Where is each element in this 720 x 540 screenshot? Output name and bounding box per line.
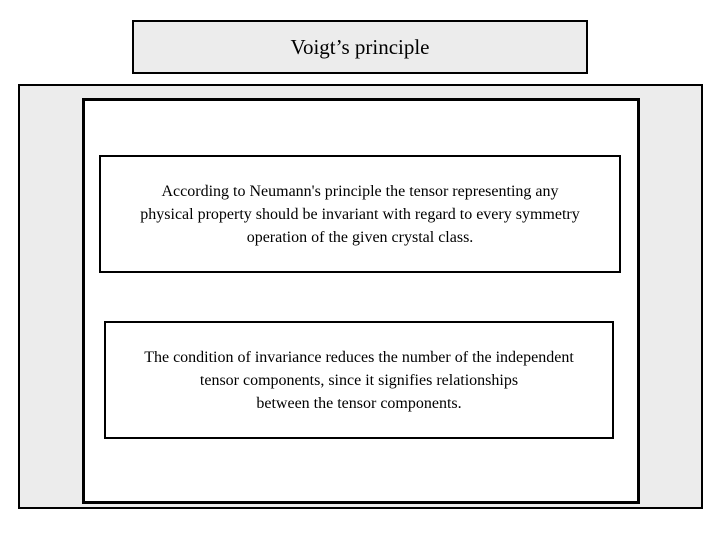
neumann-principle-box [99,155,621,273]
title-box [132,20,588,74]
text-line: physical property should be invariant with regard to every symmetry [140,205,580,223]
text-line: According to Neumann's principle the tensor representing any [161,182,559,200]
neumann-principle-text [140,180,579,249]
text-line: between the tensor components. [256,394,462,412]
invariance-condition-box [104,321,614,439]
invariance-condition-text [144,346,574,415]
slide-title: Voigt’s principle [290,34,430,59]
text-line: The condition of invariance reduces the number of the independent [144,348,574,366]
text-line: operation of the given crystal class. [246,228,474,246]
text-line: tensor components, since it signifies relationships [199,371,519,389]
